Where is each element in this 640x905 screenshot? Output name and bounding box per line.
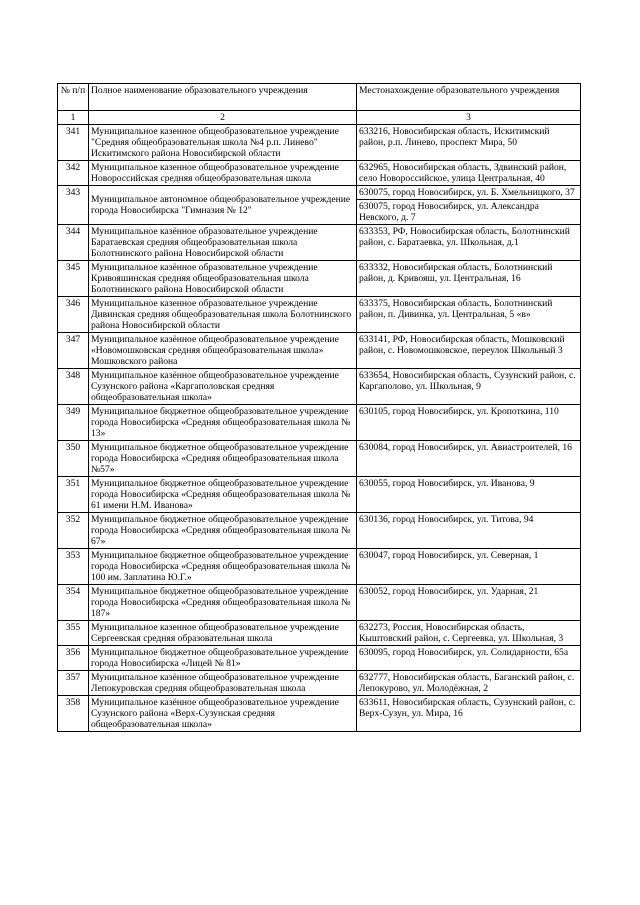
institution-name: Муниципальное бюджетное общеобразовательное учреждение города Новосибирска «Лицей № 81»	[89, 646, 357, 671]
header-address: Местонахождение образовательного учреждения	[357, 84, 581, 111]
institution-name: Муниципальное казённое образовательное учреждение Кривояшинская средняя общеобразовательная школа Болотнинского района Новосибирской области	[89, 261, 357, 297]
row-number: 346	[58, 297, 89, 333]
row-number: 349	[58, 405, 89, 441]
table-row	[58, 585, 581, 621]
table-row	[58, 621, 581, 646]
table-row	[58, 513, 581, 549]
institution-name: Муниципальное бюджетное общеобразовательное учреждение города Новосибирска «Средняя общеобразовательная школа № 61 имени Н.М. Иванова»	[89, 477, 357, 513]
row-number: 356	[58, 646, 89, 671]
institution-name: Муниципальное казённое образовательное учреждение Баратаевская средняя общеобразовательная школа Болотнинского района Новосибирской области	[89, 225, 357, 261]
header-num: № п/п	[58, 84, 89, 111]
row-number: 345	[58, 261, 89, 297]
institution-address: 630075, город Новосибирск, ул. Б. Хмельницкого, 37	[357, 186, 581, 200]
institution-name: Муниципальное казённое общеобразовательное учреждение «Новомошковская средняя общеобразовательная школа» Мошковского района	[89, 333, 357, 369]
column-number: 2	[89, 111, 357, 125]
institution-address: 630084, город Новосибирск, ул. Авиастроителей, 16	[357, 441, 581, 477]
table-row	[58, 405, 581, 441]
row-number: 342	[58, 161, 89, 186]
header-name: Полное наименование образовательного учреждения	[89, 84, 357, 111]
row-number: 351	[58, 477, 89, 513]
row-number: 343	[58, 186, 89, 225]
row-number: 354	[58, 585, 89, 621]
row-number: 352	[58, 513, 89, 549]
row-number: 348	[58, 369, 89, 405]
table-row	[58, 477, 581, 513]
row-number: 357	[58, 671, 89, 696]
institution-address: 632777, Новосибирская область, Баганский район, с. Лепокурово, ул. Молодёжная, 2	[357, 671, 581, 696]
institution-address: 633141, РФ, Новосибирская область, Мошковский район, с. Новомошковское, переулок Школьный 3	[357, 333, 581, 369]
table-row	[58, 125, 581, 161]
institution-address: 630105, город Новосибирск, ул. Кропоткина, 110	[357, 405, 581, 441]
institution-address: 633611, Новосибирская область, Сузунский район, с. Верх-Сузун, ул. Мира, 16	[357, 696, 581, 732]
institution-address: 633654, Новосибирская область, Сузунский район, с. Каргаполово, ул. Школьная, 9	[357, 369, 581, 405]
institution-address: 632273, Россия, Новосибирская область, Кыштовский район, с. Сергеевка, ул. Школьная, 3	[357, 621, 581, 646]
institution-address: 630052, город Новосибирск, ул. Ударная, 21	[357, 585, 581, 621]
table-row	[58, 696, 581, 732]
institution-name: Муниципальное бюджетное общеобразовательное учреждение города Новосибирска «Средняя общеобразовательная школа №57»	[89, 441, 357, 477]
institution-address: 630047, город Новосибирск, ул. Северная, 1	[357, 549, 581, 585]
institution-name: Муниципальное бюджетное общеобразовательное учреждение города Новосибирска «Средняя общеобразовательная школа № 100 им. Заплатина Ю.Г.»	[89, 549, 357, 585]
table-row	[58, 549, 581, 585]
table-row	[58, 369, 581, 405]
column-number: 3	[357, 111, 581, 125]
institution-address: 630055, город Новосибирск, ул. Иванова, 9	[357, 477, 581, 513]
table-row	[58, 333, 581, 369]
institution-address: 633353, РФ, Новосибирская область, Болотнинский район, с. Баратаевка, ул. Школьная, д.1	[357, 225, 581, 261]
institution-name: Муниципальное бюджетное общеобразовательное учреждение города Новосибирска «Средняя общеобразовательная школа № 13»	[89, 405, 357, 441]
institution-address: 630095, город Новосибирск, ул. Солидарности, 65а	[357, 646, 581, 671]
institution-address: 632965, Новосибирская область, Здвинский район, село Новороссийское, улица Центральная, 40	[357, 161, 581, 186]
table-row	[58, 261, 581, 297]
table-header-row	[58, 84, 581, 111]
table-row	[58, 225, 581, 261]
institution-name: Муниципальное казённое общеобразовательное учреждение Сузунского района «Верх-Сузунская средняя общеобразовательная школа»	[89, 696, 357, 732]
table-row	[58, 646, 581, 671]
row-number: 355	[58, 621, 89, 646]
table-row	[58, 186, 581, 200]
row-number: 358	[58, 696, 89, 732]
institution-name: Муниципальное казенное общеобразовательное учреждение "Средняя общеобразовательная школа №4 р.п. Линево" Искитимского района Новосибирской области	[89, 125, 357, 161]
table-row	[58, 671, 581, 696]
row-number: 344	[58, 225, 89, 261]
institution-address: 630075, город Новосибирск, ул. Александра Невского, д. 7	[357, 200, 581, 225]
row-number: 350	[58, 441, 89, 477]
table-row	[58, 297, 581, 333]
row-number: 347	[58, 333, 89, 369]
institution-name: Муниципальное казённое общеобразовательное учреждение Сузунского района «Каргаполовская средняя общеобразовательная школа»	[89, 369, 357, 405]
institution-address: 630136, город Новосибирск, ул. Титова, 94	[357, 513, 581, 549]
row-number: 341	[58, 125, 89, 161]
institution-address: 633332, Новосибирская область, Болотнинский район, д. Кривояш, ул. Центральная, 16	[357, 261, 581, 297]
table-row	[58, 161, 581, 186]
institution-name: Муниципальное казённое общеобразовательное учреждение Лепокуровская средняя общеобразовательная школа	[89, 671, 357, 696]
institution-name: Муниципальное бюджетное общеобразовательное учреждение города Новосибирска «Средняя общеобразовательная школа № 67»	[89, 513, 357, 549]
institution-name: Муниципальное казенное образовательное учреждение Дивинская средняя общеобразовательная школа Болотнинского района Новосибирской области	[89, 297, 357, 333]
column-number-row	[58, 111, 581, 125]
row-number: 353	[58, 549, 89, 585]
column-number: 1	[58, 111, 89, 125]
institution-name: Муниципальное казенное общеобразовательное учреждение Новороссийская средняя общеобразовательная школа	[89, 161, 357, 186]
institution-address: 633375, Новосибирская область, Болотнинский район, п. Дивинка, ул. Центральная, 5 «в»	[357, 297, 581, 333]
institution-address: 633216, Новосибирская область, Искитимский район, р.п. Линево, проспект Мира, 50	[357, 125, 581, 161]
institutions-table	[57, 83, 581, 732]
institution-name: Муниципальное автономное общеобразовательное учреждение города Новосибирска "Гимназия № 12"	[89, 186, 357, 225]
institution-name: Муниципальное бюджетное общеобразовательное учреждение города Новосибирска «Средняя общеобразовательная школа № 187»	[89, 585, 357, 621]
institution-name: Муниципальное казенное общеобразовательное учреждение Сергеевская средняя образовательная школа	[89, 621, 357, 646]
table-row	[58, 441, 581, 477]
